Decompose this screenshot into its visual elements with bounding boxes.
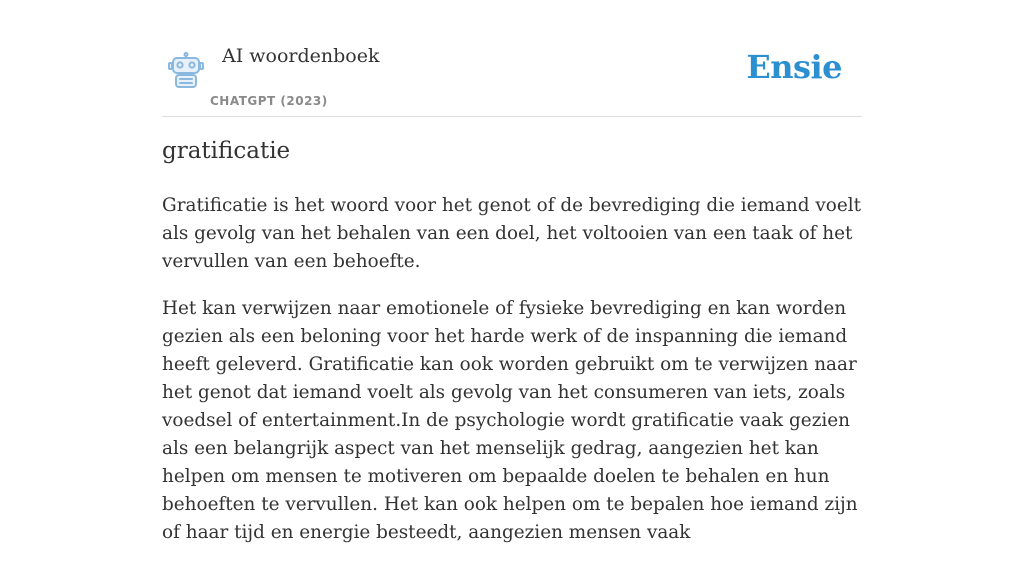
- source-header: [162, 0, 862, 117]
- definition-paragraph: Gratificatie is het woord voor het genot of de bevrediging die iemand voelt als gevolg van het behalen van een doel, het voltooien van een taak of het vervullen van een behoefte.: [162, 195, 861, 272]
- robot-icon: [166, 52, 206, 90]
- ensie-logo[interactable]: Ensie: [746, 48, 842, 86]
- entry-definition: [162, 192, 862, 566]
- source-title[interactable]: AI woordenboek: [222, 45, 380, 67]
- definition-paragraph: Het kan verwijzen naar emotionele of fysieke bevrediging en kan worden gezien als een beloning voor het harde werk of de inspanning die iemand heeft geleverd. Gratificatie kan ook worden gebruikt om te verwijzen naar het genot dat iemand voelt als gevolg van het consumeren van iets, zoals voedsel of entertainment.In de psychologie wordt gratificatie vaak gezien als een belangrijk aspect van het menselijk gedrag, aangezien het kan helpen om mensen te motiveren om bepaalde doelen te behalen en hun behoeften te vervullen. Het kan ook helpen om te bepalen hoe iemand zijn of haar tijd en energie besteedt, aangezien mensen vaak: [162, 298, 858, 543]
- page: [162, 0, 862, 543]
- entry-term: gratificatie: [162, 138, 291, 164]
- source-subtitle: CHATGPT (2023): [210, 94, 328, 108]
